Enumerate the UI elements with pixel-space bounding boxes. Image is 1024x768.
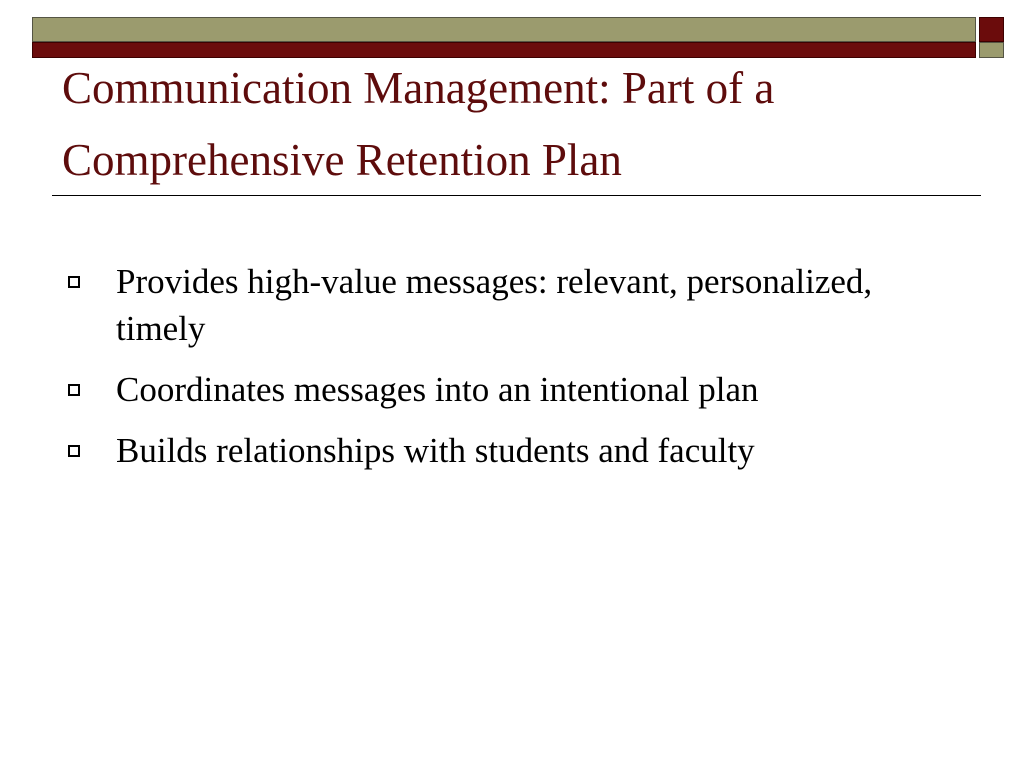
hollow-square-icon	[68, 276, 80, 288]
bullet-item	[0, 427, 1024, 474]
slide-title: Communication Management: Part of a Comprehensive Retention Plan	[62, 63, 775, 185]
bullet-item	[0, 366, 1024, 413]
header-maroon-square	[979, 17, 1004, 42]
bullet-text: Coordinates messages into an intentional plan	[116, 370, 759, 409]
header-olive-bar	[32, 17, 976, 42]
title-divider	[52, 195, 981, 196]
bullet-list	[0, 258, 1024, 488]
bullet-item	[0, 258, 1024, 352]
header-olive-square	[979, 42, 1004, 58]
bullet-text: Provides high-value messages: relevant, personalized, timely	[116, 262, 873, 348]
bullet-text: Builds relationships with students and faculty	[116, 431, 755, 470]
hollow-square-icon	[68, 445, 80, 457]
hollow-square-icon	[68, 384, 80, 396]
